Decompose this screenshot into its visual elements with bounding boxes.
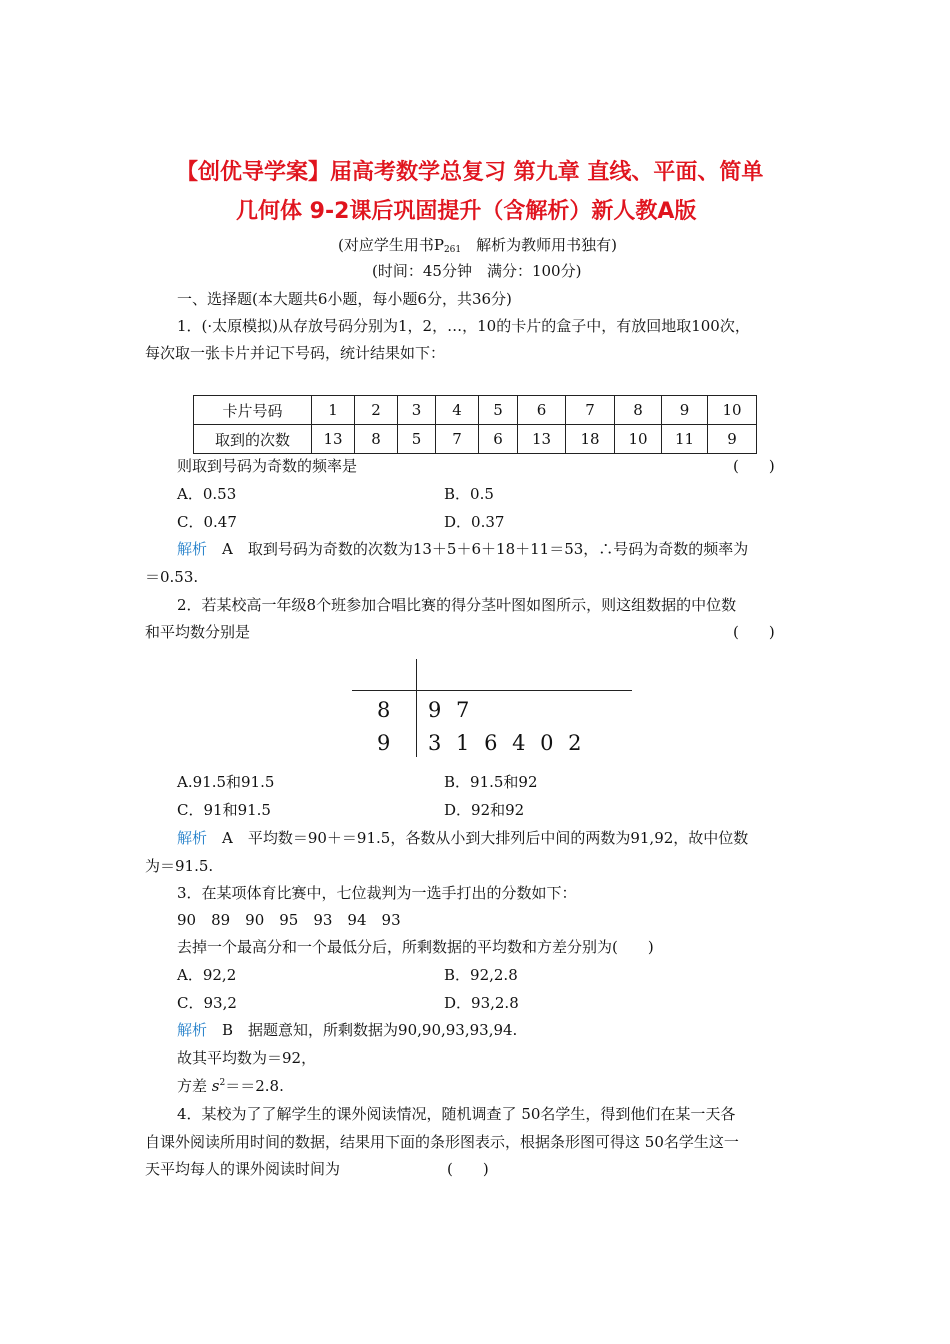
q1-text-line2: 每次取一张卡片并记下号码，统计结果如下： [145, 344, 446, 362]
q2-option-d: D．92和92 [444, 801, 525, 819]
table-cell: 13 [312, 425, 355, 454]
q3-text-line3: 去掉一个最高分和一个最低分后，所剩数据的平均数和方差分别为( ) [177, 938, 654, 956]
table-cell: 9 [662, 396, 708, 425]
table-cell: 6 [518, 396, 566, 425]
table-cell: 8 [355, 425, 398, 454]
q4-text-line1: 4．某校为了了解学生的课外阅读情况，随机调查了 50名学生，得到他们在某一天各 [177, 1105, 736, 1123]
table-cell: 7 [436, 425, 479, 454]
q1-answer-bracket: ( ) [733, 457, 775, 475]
table-header-cell: 取到的次数 [194, 425, 312, 454]
q3-text-line1: 3．在某项体育比赛中，七位裁判为一选手打出的分数如下： [177, 884, 577, 902]
solution-label: 解析 [177, 540, 208, 558]
q2-text-line2: 和平均数分别是 [145, 623, 251, 641]
table-cell: 5 [398, 425, 436, 454]
q1-solution-line1: 解析 A 取到号码为奇数的次数为13＋5＋6＋18＋11＝53，∴号码为奇数的频率为 [177, 540, 749, 558]
q1-option-c: C．0.47 [177, 513, 237, 531]
section-heading: 一、选择题(本大题共6小题，每小题6分，共36分) [177, 290, 512, 308]
q3-solution-line1: 解析 B 据题意知，所剩数据为90,90,93,93,94. [177, 1021, 518, 1039]
q3-solution-line2: 故其平均数为＝92， [177, 1049, 317, 1067]
q1-prompt: 则取到号码为奇数的频率是 [177, 457, 358, 475]
q2-option-c: C．91和91.5 [177, 801, 271, 819]
table-cell: 10 [708, 396, 757, 425]
table-cell: 5 [479, 396, 518, 425]
q1-solution-line2: ＝0.53. [145, 568, 199, 586]
time-score-note: (时间：45分钟 满分：100分) [372, 262, 582, 280]
q1-option-a: A．0.53 [177, 485, 237, 503]
plot-horizontal-rule [352, 690, 632, 691]
stem-value: 8 [377, 698, 391, 722]
q3-option-c: C．93,2 [177, 994, 237, 1012]
q4-answer-bracket: ( ) [447, 1160, 489, 1178]
table-cell: 10 [615, 425, 662, 454]
table-cell: 9 [708, 425, 757, 454]
q2-option-b: B．91.5和92 [444, 773, 538, 791]
q3-option-d: D．93,2.8 [444, 994, 519, 1012]
q2-text-line1: 2．若某校高一年级8个班参加合唱比赛的得分茎叶图如图所示，则这组数据的中位数 [177, 596, 737, 614]
solution-label: 解析 [177, 829, 208, 847]
doc-title-line2: 几何体 9-2课后巩固提升（含解析）新人教A版 [236, 199, 697, 224]
table-cell: 2 [355, 396, 398, 425]
table-cell: 3 [398, 396, 436, 425]
q2-option-a: A.91.5和91.5 [177, 773, 275, 791]
doc-title-line1: 【创优导学案】届高考数学总复习 第九章 直线、平面、简单 [176, 160, 764, 185]
q1-frequency-table [193, 395, 757, 454]
q1-option-d: D．0.37 [444, 513, 505, 531]
q3-option-b: B．92,2.8 [444, 966, 518, 984]
solution-label: 解析 [177, 1021, 208, 1039]
q2-answer-bracket: ( ) [733, 623, 775, 641]
q1-option-b: B．0.5 [444, 485, 494, 503]
q3-option-a: A．92,2 [177, 966, 237, 984]
table-cell: 7 [566, 396, 615, 425]
table-cell: 1 [312, 396, 355, 425]
plot-vertical-rule [416, 659, 417, 757]
table-row [194, 425, 757, 454]
stem-value: 9 [377, 731, 391, 755]
q4-text-line3: 天平均每人的课外阅读时间为 [145, 1160, 341, 1178]
table-row [194, 396, 757, 425]
q3-scores: 90 89 90 95 93 94 93 [177, 911, 401, 929]
q2-solution-line1: 解析 A 平均数＝90＋＝91.5，各数从小到大排列后中间的两数为91,92，故中位数 [177, 829, 749, 847]
table-cell: 11 [662, 425, 708, 454]
table-cell: 4 [436, 396, 479, 425]
table-cell: 18 [566, 425, 615, 454]
leaf-values: 3 1 6 4 0 2 [428, 731, 582, 755]
reference-page: 261 [443, 245, 462, 255]
q2-solution-line2: 为＝91.5. [145, 857, 214, 875]
table-header-cell: 卡片号码 [194, 396, 312, 425]
q4-text-line2: 自课外阅读所用时间的数据，结果用下面的条形图表示，根据条形图可得这 50名学生这一 [145, 1133, 739, 1151]
leaf-values: 9 7 [428, 698, 470, 722]
q3-solution-line3: 方差 $s^2==2.8$. [177, 1077, 284, 1095]
table-cell: 6 [479, 425, 518, 454]
q1-text-line1: 1．(·太原模拟)从存放号码分别为1，2，…，10的卡片的盒子中，有放回地取100次， [177, 317, 750, 335]
reference-note: (对应学生用书$P_{261}$ 解析为教师用书独有) [338, 236, 617, 255]
table-cell: 8 [615, 396, 662, 425]
table-cell: 13 [518, 425, 566, 454]
